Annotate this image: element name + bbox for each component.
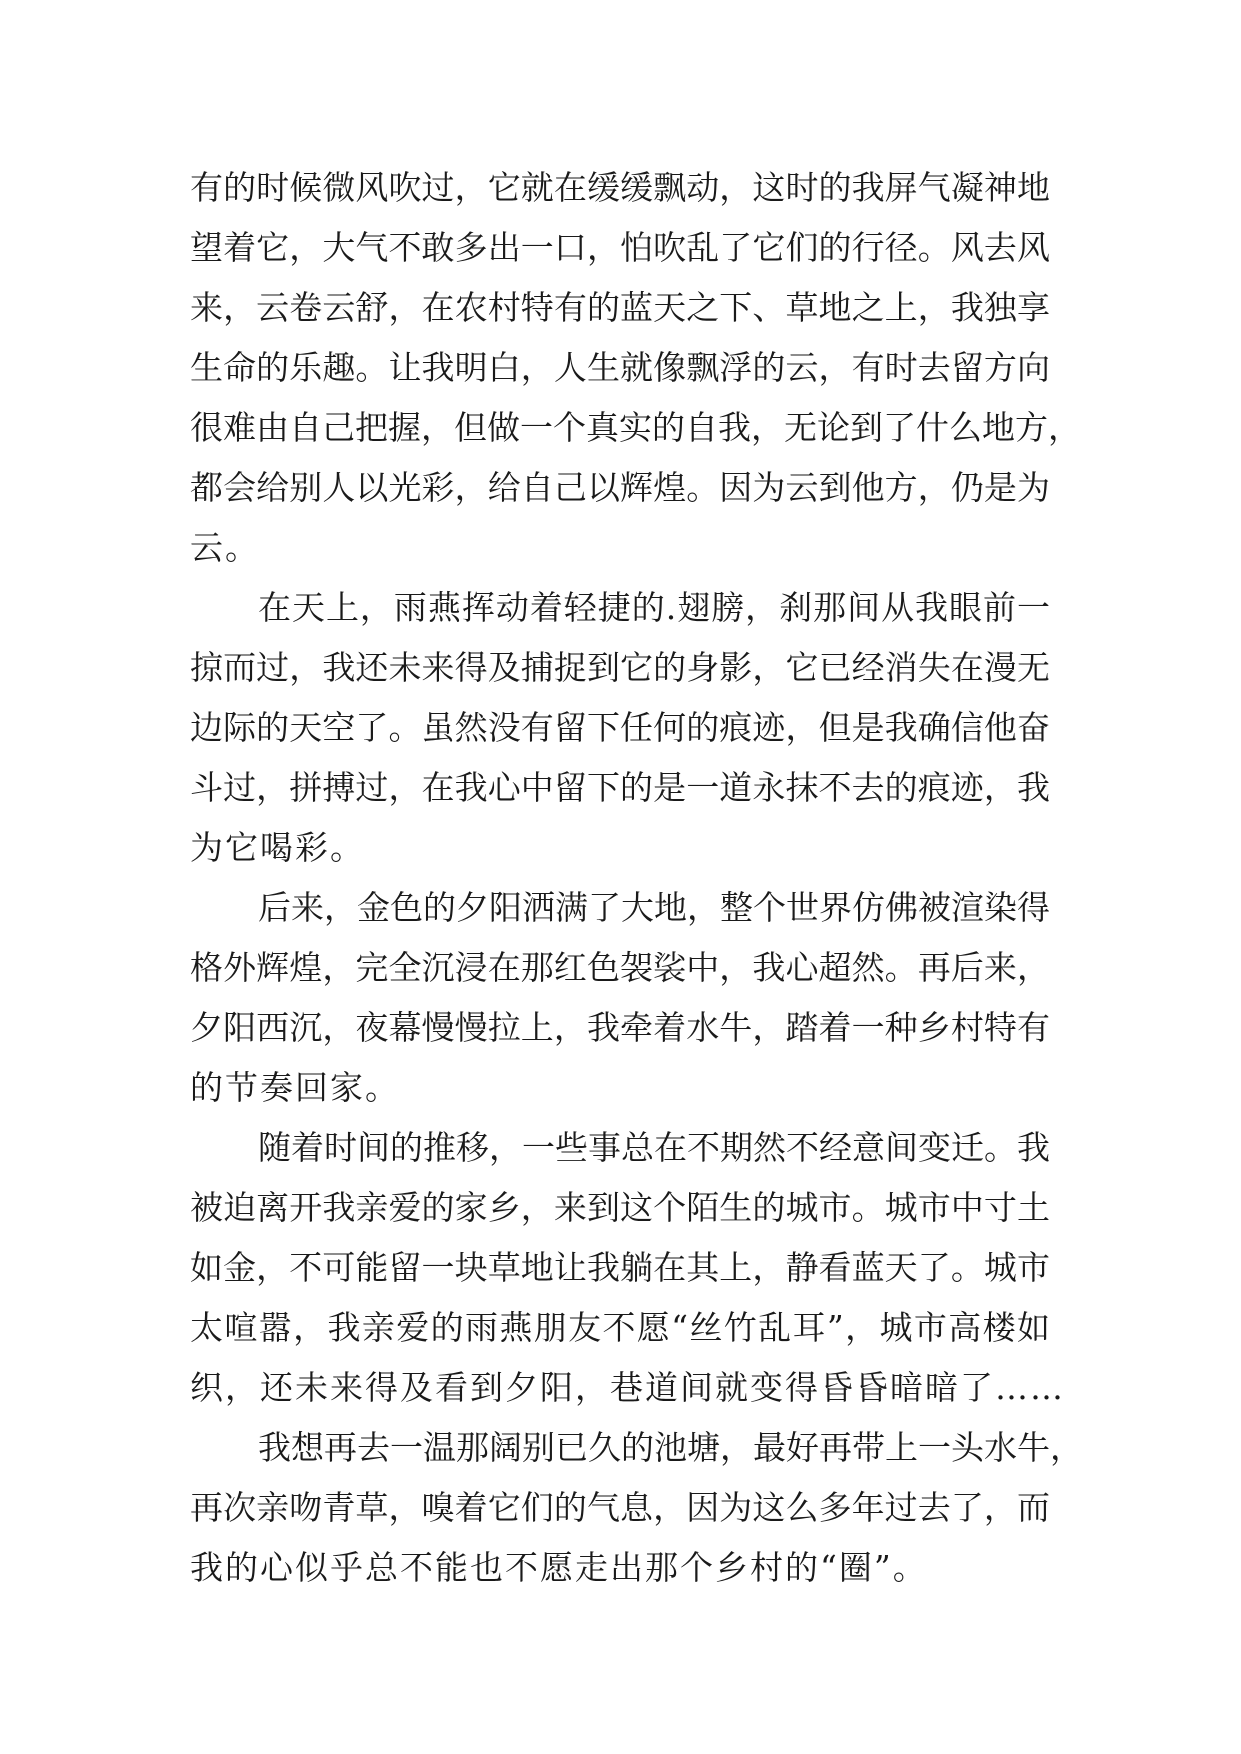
paragraph <box>190 1118 1065 1418</box>
text-line: 如金，不可能留一块草地让我躺在其上，静看蓝天了。城市 <box>190 1248 1050 1287</box>
text-line: 在天上，雨燕挥动着轻捷的.翅膀，刹那间从我眼前一 <box>258 588 1050 627</box>
text-line: 被迫离开我亲爱的家乡，来到这个陌生的城市。城市中寸土 <box>190 1188 1050 1227</box>
text-line: 我想再去一温那阔别已久的池塘，最好再带上一头水牛， <box>258 1428 1083 1467</box>
text-line: 望着它，大气不敢多出一口，怕吹乱了它们的行径。风去风 <box>190 228 1050 267</box>
text-line: 来，云卷云舒，在农村特有的蓝天之下、草地之上，我独享 <box>190 288 1050 327</box>
paragraph <box>190 1418 1083 1598</box>
text-line: 太喧嚣，我亲爱的雨燕朋友不愿“丝竹乱耳”，城市高楼如 <box>190 1308 1050 1347</box>
text-line: 格外辉煌，完全沉浸在那红色袈裟中，我心超然。再后来， <box>190 948 1050 987</box>
text-line: 有的时候微风吹过，它就在缓缓飘动，这时的我屏气凝神地 <box>190 168 1050 207</box>
text-line: 掠而过，我还未来得及捕捉到它的身影，它已经消失在漫无 <box>190 648 1050 687</box>
text-line: 都会给别人以光彩，给自己以辉煌。因为云到他方，仍是为 <box>190 468 1050 507</box>
text-line: 很难由自己把握，但做一个真实的自我，无论到了什么地方， <box>190 408 1081 447</box>
text-line: 生命的乐趣。让我明白，人生就像飘浮的云，有时去留方向 <box>190 348 1050 387</box>
document-body <box>190 158 1083 1598</box>
paragraph <box>190 578 1050 878</box>
text-line: 的节奏回家。 <box>190 1068 400 1107</box>
text-line: 后来，金色的夕阳洒满了大地，整个世界仿佛被渲染得 <box>258 888 1050 927</box>
text-line: 再次亲吻青草，嗅着它们的气息，因为这么多年过去了，而 <box>190 1488 1050 1527</box>
text-line: 我的心似乎总不能也不愿走出那个乡村的“圈”。 <box>190 1548 928 1587</box>
text-line: 夕阳西沉，夜幕慢慢拉上，我牵着水牛，踏着一种乡村特有 <box>190 1008 1050 1047</box>
paragraph <box>190 158 1081 578</box>
text-line: 斗过，拼搏过，在我心中留下的是一道永抹不去的痕迹，我 <box>190 768 1050 807</box>
text-line: 为它喝彩。 <box>190 828 365 867</box>
text-line: 织，还未来得及看到夕阳，巷道间就变得昏昏暗暗了…… <box>190 1368 1065 1407</box>
text-line: 边际的天空了。虽然没有留下任何的痕迹，但是我确信他奋 <box>190 708 1050 747</box>
paragraph <box>190 878 1050 1118</box>
text-line: 云。 <box>190 528 260 567</box>
text-line: 随着时间的推移，一些事总在不期然不经意间变迁。我 <box>258 1128 1050 1167</box>
